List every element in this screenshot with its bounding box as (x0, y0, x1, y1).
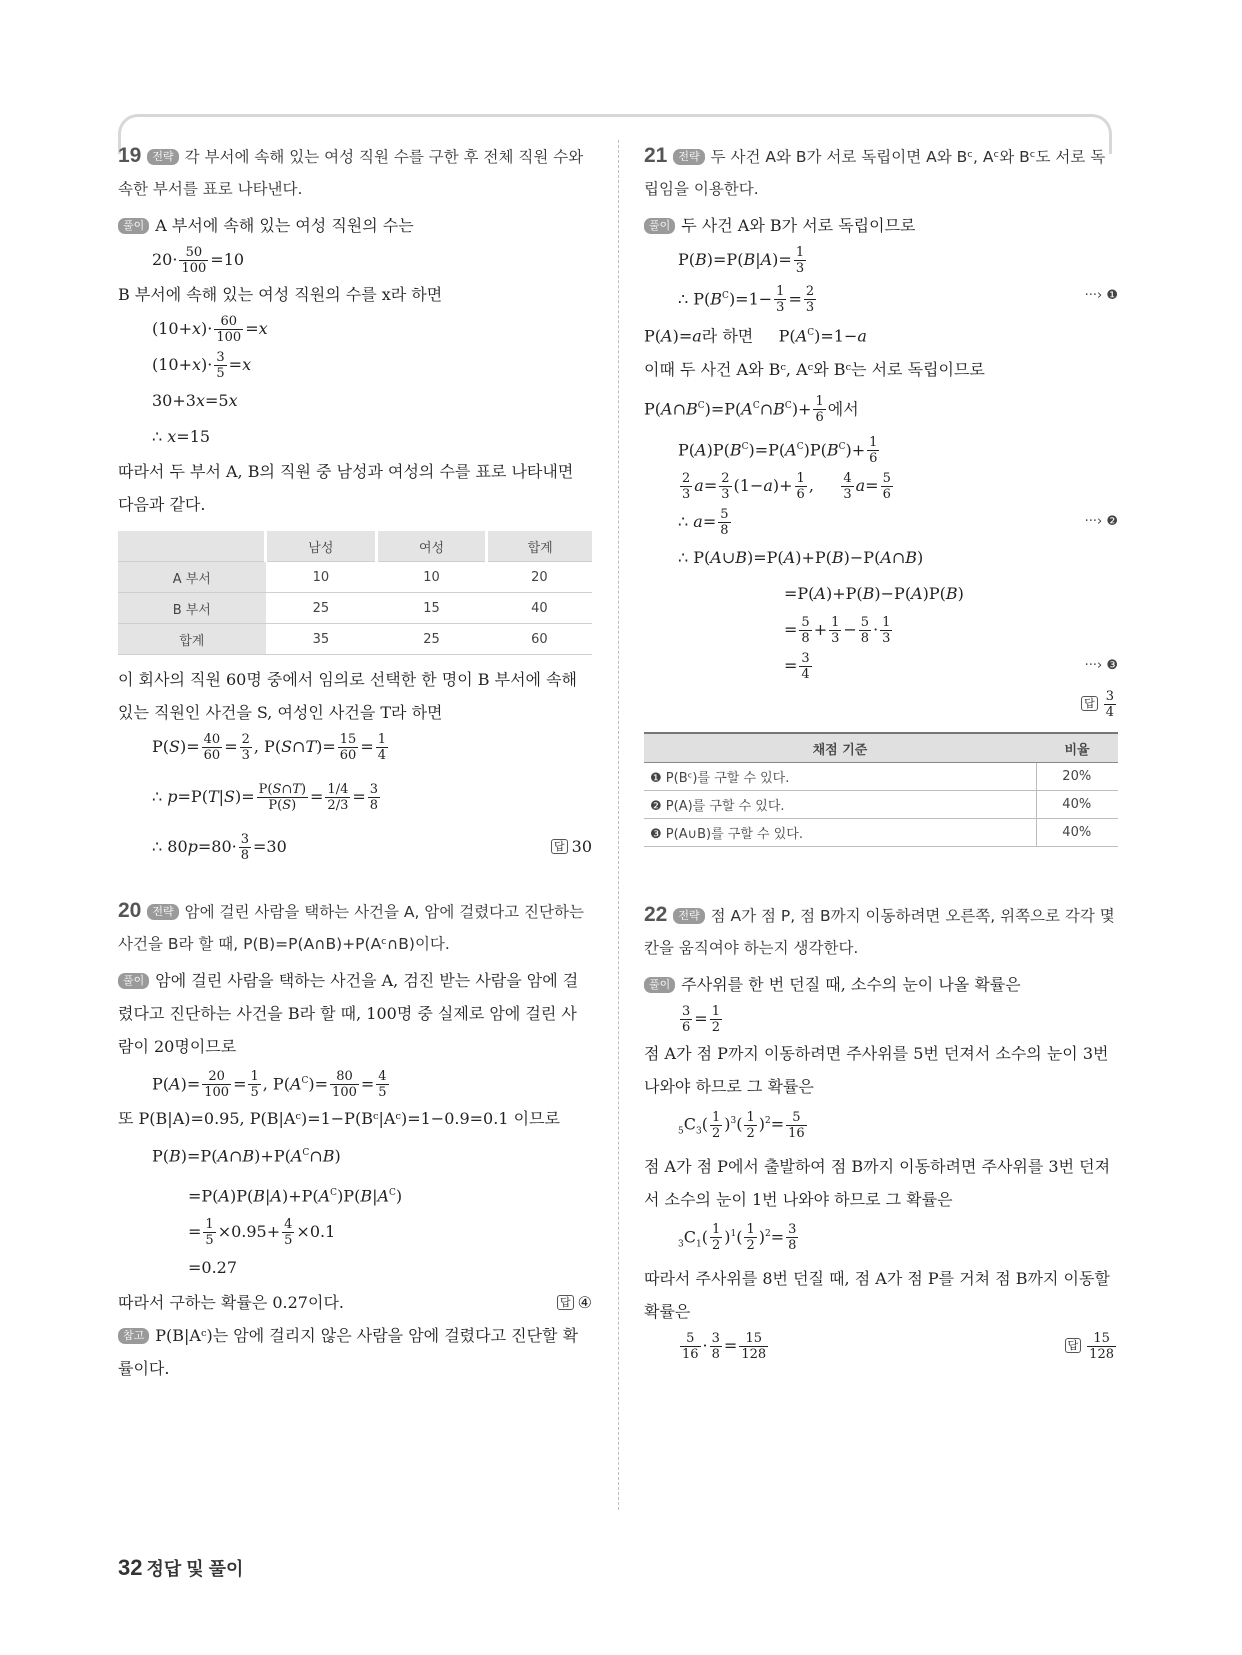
table-header: 채점 기준 (644, 733, 1036, 763)
step-marker: ···› ❶ (1084, 288, 1118, 303)
note-badge: 참고 (118, 1328, 149, 1344)
table-cell: 35 (266, 624, 377, 655)
note-line (118, 1319, 592, 1385)
solution-line (644, 209, 1118, 242)
equation: (10+x)· $\frac{60}{100}$ =x (152, 314, 268, 345)
table-cell: 60 (487, 624, 592, 655)
table-row (644, 819, 1118, 847)
column-divider (618, 140, 619, 1510)
solution-text: 이 회사의 직원 60명 중에서 임의로 선택한 한 명이 B 부서에 속해 있는 직원인 사건을 S, 여성인 사건을 T라 하면 (118, 670, 578, 722)
problem-20 (118, 895, 592, 1385)
footer-title: 정답 및 풀이 (146, 1559, 244, 1579)
problem-21 (644, 140, 1118, 847)
strategy-text: 두 사건 A와 B가 서로 독립이면 A와 Bᶜ, Aᶜ와 Bᶜ도 서로 독립임을 이용한다. (644, 148, 1106, 198)
table-row (118, 562, 592, 593)
equation: 20· $\frac{50}{100}$ =10 (152, 245, 245, 276)
step-marker: ···› ❷ (1084, 514, 1118, 530)
equation: = $\frac{1}{5}$ ×0.95+ $\frac{4}{5}$ ×0.1 (188, 1216, 336, 1248)
note-text: P(B|Aᶜ)는 암에 걸리지 않은 사람을 암에 걸렸다고 진단할 확률이다. (118, 1325, 579, 1378)
problem-22 (644, 899, 1118, 1364)
table-cell: 40% (1036, 819, 1118, 847)
equation: ∴ 80p=80· $\frac{3}{8}$ =30 답 30 (118, 829, 592, 865)
table-header: 합계 (487, 531, 592, 562)
equation: $\frac{5}{16}$ · $\frac{3}{8}$ = $\frac{15}{128}$ 답 $\frac{15}{128}$ (644, 1328, 1118, 1364)
answer-mark: 답 (557, 1295, 574, 1310)
table-cell: 10 (376, 562, 487, 593)
table-row (644, 791, 1118, 819)
answer-value: ④ (577, 1292, 592, 1312)
equation: $=P(A)P(B|A)+P(A^C)P(B|A^C)$ (188, 1185, 403, 1205)
strategy-badge: 전략 (147, 904, 178, 920)
solution-line (644, 968, 1118, 1001)
table-cell: 20% (1036, 763, 1118, 791)
table-cell: 25 (376, 624, 487, 655)
equation: ∴ a= $\frac{5}{8}$ ···› ❷ (644, 504, 1118, 540)
solution-text: 주사위를 한 번 던질 때, 소수의 눈이 나올 확률은 (681, 975, 1021, 995)
equation: $P(B)=P(A\cap B)+P(A^C\cap B)$ (152, 1146, 341, 1166)
table-cell: ❸ P(A∪B)를 구할 수 있다. (644, 819, 1036, 847)
table-cell: 25 (266, 593, 377, 624)
table-cell: 10 (266, 562, 377, 593)
table-header-row (118, 531, 592, 562)
table-header: 여성 (376, 531, 487, 562)
solution-line (118, 209, 592, 242)
table-row (644, 763, 1118, 791)
solution-text: 점 A가 점 P에서 출발하여 점 B까지 이동하려면 주사위를 3번 던져서 소수의 눈이 1번 나와야 하므로 그 확률은 (644, 1156, 1111, 1209)
problem-number: 20 (118, 899, 142, 922)
table-cell: ❷ P(A)를 구할 수 있다. (644, 791, 1036, 819)
answer-mark: 답 (1065, 1338, 1082, 1353)
solution-badge: 풀이 (118, 973, 149, 989)
table-cell: 20 (487, 562, 592, 593)
table-cell: ❶ P(Bᶜ)를 구할 수 있다. (644, 763, 1036, 791)
equation: P(A)= $\frac{20}{100}$ = $\frac{1}{5}$ , $P(A^C)=$ $\frac{80}{100}$ = $\frac{4}{5}$ (152, 1069, 387, 1101)
equation: = $\frac{5}{8}$ + $\frac{1}{3}$ − $\frac{5}{8}$ · $\frac{1}{3}$ (784, 615, 891, 647)
equation: $_3C_1$( $\frac{1}{2}$ )$^1$( $\frac{1}{2}$ )$^2$= $\frac{3}{8}$ (678, 1222, 797, 1254)
answer: 답 $\frac{3}{4}$ (644, 684, 1118, 724)
equation: $\frac{2}{3}$ a= $\frac{2}{3}$ (1−a)+ $\frac{1}{6}$ , $\frac{4}{3}$ a= $\frac{5}{6}$ (682, 471, 891, 503)
equation: 30+3x=5x (152, 391, 238, 410)
solution-text: A 부서에 속해 있는 여성 직원의 수는 (155, 216, 414, 235)
solution-badge: 풀이 (644, 218, 675, 234)
table-header: 남성 (266, 531, 377, 562)
conclusion (118, 1286, 592, 1319)
answer (551, 829, 592, 865)
answer (557, 1286, 592, 1319)
table-header (118, 531, 266, 562)
solution-line (118, 964, 592, 1063)
gender-table (118, 531, 592, 655)
table-row (118, 593, 592, 624)
step-marker: ···› ❸ (1084, 658, 1118, 674)
table-header: 비율 (1036, 733, 1118, 763)
table-cell: 40% (1036, 791, 1118, 819)
equation: $\frac{3}{6}$ = $\frac{1}{2}$ (682, 1004, 720, 1036)
equation: $_5C_3$( $\frac{1}{2}$ )$^3$( $\frac{1}{2}$ )$^2$= $\frac{5}{16}$ (678, 1109, 805, 1141)
table-cell: 합계 (118, 624, 266, 655)
left-column (118, 140, 592, 1385)
strategy-badge: 전략 (673, 908, 704, 924)
page-footer (118, 1555, 243, 1581)
answer-mark: 답 (1081, 696, 1098, 711)
strategy-text: 암에 걸린 사람을 택하는 사건을 A, 암에 걸렸다고 진단하는 사건을 B라 할 때, P(B)=P(A∩B)+P(Aᶜ∩B)이다. (118, 903, 584, 953)
equation: ∴ p=P(T|S)= $\frac{P(S\cap T)}{P(S)}$ = $\frac{1/4}{2/3}$ = $\frac{3}{8}$ (152, 782, 379, 813)
solution-text: 점 A가 점 P까지 이동하려면 주사위를 5번 던져서 소수의 눈이 3번 나와야 하므로 그 확률은 (644, 1044, 1109, 1097)
equation: ∴ P(A∪B)=P(A)+P(B)−P(A∩B) (678, 548, 924, 568)
problem-number: 22 (644, 903, 668, 927)
solution-text: 또 P(B|A)=0.95, P(B|Aᶜ)=1−P(Bᶜ|Aᶜ)=1−0.9=0.1 이므로 (118, 1109, 560, 1129)
answer-mark: 답 (551, 839, 568, 854)
table-cell: 15 (376, 593, 487, 624)
strategy-20 (118, 895, 592, 960)
solution-text: 따라서 두 부서 A, B의 직원 중 남성과 여성의 수를 표로 나타내면 다음과 같다. (118, 462, 574, 514)
solution-text: 이때 두 사건 A와 Bᶜ, Aᶜ와 Bᶜ는 서로 독립이므로 (644, 359, 985, 379)
equation: ∴ $P(B^C)=1-$ $\frac{1}{3}$ = $\frac{2}{3}$ ···› ❶ (644, 278, 1118, 317)
problem-number: 21 (644, 144, 668, 167)
problem-number: 19 (118, 144, 142, 167)
equation: = $\frac{3}{4}$ ···› ❸ (644, 648, 1118, 684)
equation: (10+x)· $\frac{3}{5}$ =x (152, 350, 252, 381)
table-cell: A 부서 (118, 562, 266, 593)
strategy-21 (644, 140, 1118, 205)
solution-text: 따라서 구하는 확률은 0.27이다. (118, 1292, 344, 1312)
strategy-19 (118, 140, 592, 205)
equation: =P(A)+P(B)−P(A)P(B) (784, 584, 964, 604)
strategy-22 (644, 899, 1118, 964)
equation: P(B)=P(B|A)= $\frac{1}{3}$ (678, 245, 805, 276)
solution-text: 두 사건 A와 B가 서로 독립이므로 (681, 216, 916, 235)
page-number: 32 (118, 1555, 143, 1580)
solution-badge: 풀이 (118, 218, 149, 234)
equation: $P(A\cap B^C)=P(A^C\cap B^C)+$ $\frac{1}{6}$ 에서 (644, 393, 859, 425)
table-header-row (644, 733, 1118, 763)
solution-text: B 부서에 속해 있는 여성 직원의 수를 x라 하면 (118, 285, 443, 304)
equation: =0.27 (188, 1257, 238, 1277)
table-cell: B 부서 (118, 593, 266, 624)
equation: P(A)=a라 하면 $P(A^C)=1-a$ (644, 326, 867, 346)
equation: $P(A)P(B^C)=P(A^C)P(B^C)+$ $\frac{1}{6}$ (678, 435, 878, 467)
table-cell: 40 (487, 593, 592, 624)
grading-table (644, 732, 1118, 847)
strategy-text: 각 부서에 속해 있는 여성 직원 수를 구한 후 전체 직원 수와 속한 부서를 표로 나타낸다. (118, 148, 584, 198)
strategy-text: 점 A가 점 P, 점 B까지 이동하려면 오른쪽, 위쪽으로 각각 몇 칸을 움직여야 하는지 생각한다. (644, 907, 1115, 958)
equation: P(S)= $\frac{40}{60}$ = $\frac{2}{3}$ , P(S∩T)= $\frac{15}{60}$ = $\frac{1}{4}$ (152, 732, 386, 763)
equation: ∴ x=15 (152, 427, 211, 446)
strategy-badge: 전략 (147, 149, 178, 165)
solution-text: 암에 걸린 사람을 택하는 사건을 A, 검진 받는 사람을 암에 걸렸다고 진단하는 사건을 B라 할 때, 100명 중 실제로 암에 걸린 사람이 20명이므로 (118, 971, 579, 1056)
solution-text: 따라서 주사위를 8번 던질 때, 점 A가 점 P를 거쳐 점 B까지 이동할 확률은 (644, 1269, 1110, 1322)
table-row (118, 624, 592, 655)
right-column (644, 140, 1118, 1364)
answer: 답 $\frac{15}{128}$ (1065, 1328, 1118, 1364)
solution-badge: 풀이 (644, 977, 675, 993)
strategy-badge: 전략 (673, 149, 704, 165)
problem-19 (118, 140, 592, 865)
answer-value: 30 (571, 837, 592, 856)
